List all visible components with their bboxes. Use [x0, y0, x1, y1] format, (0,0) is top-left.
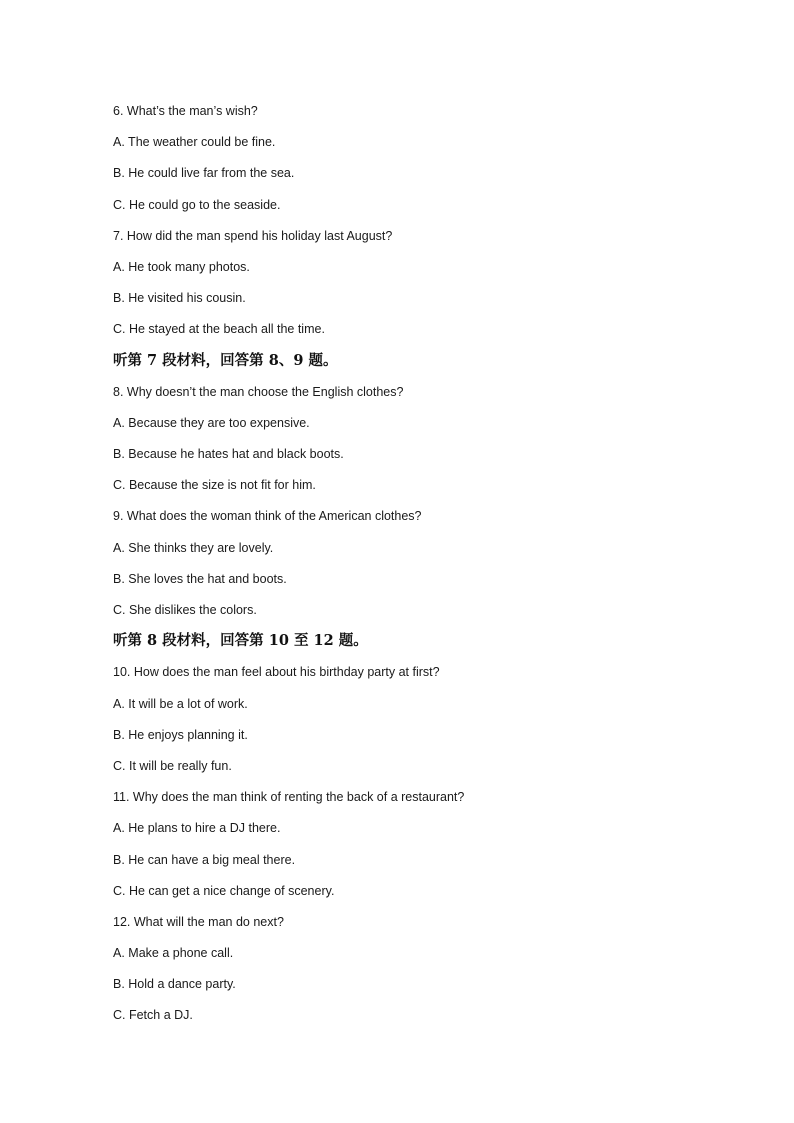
q12-option-c: C. Fetch a DJ.	[113, 1008, 193, 1023]
question-8: 8. Why doesn’t the man choose the English clothes?	[113, 384, 404, 399]
q7-option-c: C. He stayed at the beach all the time.	[113, 322, 325, 337]
q7-option-a: A. He took many photos.	[113, 259, 250, 274]
q6-option-c: C. He could go to the seaside.	[113, 197, 281, 212]
q7-option-b: B. He visited his cousin.	[113, 291, 246, 306]
q10-option-a: A. It will be a lot of work.	[113, 696, 248, 711]
q11-option-b: B. He can have a big meal there.	[113, 852, 296, 867]
q8-option-b: B. Because he hates hat and black boots.	[113, 447, 344, 462]
q6-option-b: B. He could live far from the sea.	[113, 166, 295, 181]
section-heading-7: 听第 7 段材料，回答第 8、9 题。	[113, 351, 338, 369]
q10-option-b: B. He enjoys planning it.	[113, 727, 248, 742]
section-heading-8: 听第 8 段材料，回答第 10 至 12 题。	[113, 632, 368, 650]
q12-option-a: A. Make a phone call.	[113, 946, 234, 961]
q10-option-c: C. It will be really fun.	[113, 758, 232, 773]
q12-option-b: B. Hold a dance party.	[113, 977, 236, 992]
q11-option-a: A. He plans to hire a DJ there.	[113, 821, 281, 836]
q9-option-b: B. She loves the hat and boots.	[113, 571, 287, 586]
question-11: 11. Why does the man think of renting the back of a restaurant?	[113, 790, 465, 805]
question-9: 9. What does the woman think of the American clothes?	[113, 509, 422, 524]
q6-option-a: A. The weather could be fine.	[113, 135, 276, 150]
question-6: 6. What’s the man’s wish?	[113, 104, 258, 118]
question-12: 12. What will the man do next?	[113, 914, 284, 929]
q9-option-c: C. She dislikes the colors.	[113, 603, 257, 617]
question-7: 7. How did the man spend his holiday last August?	[113, 228, 393, 243]
q11-option-c: C. He can get a nice change of scenery.	[113, 883, 335, 898]
q9-option-a: A. She thinks they are lovely.	[113, 540, 274, 555]
q8-option-a: A. Because they are too expensive.	[113, 415, 310, 430]
document-content	[113, 100, 713, 1036]
q8-option-c: C. Because the size is not fit for him.	[113, 478, 316, 493]
question-10: 10. How does the man feel about his birthday party at first?	[113, 665, 440, 680]
